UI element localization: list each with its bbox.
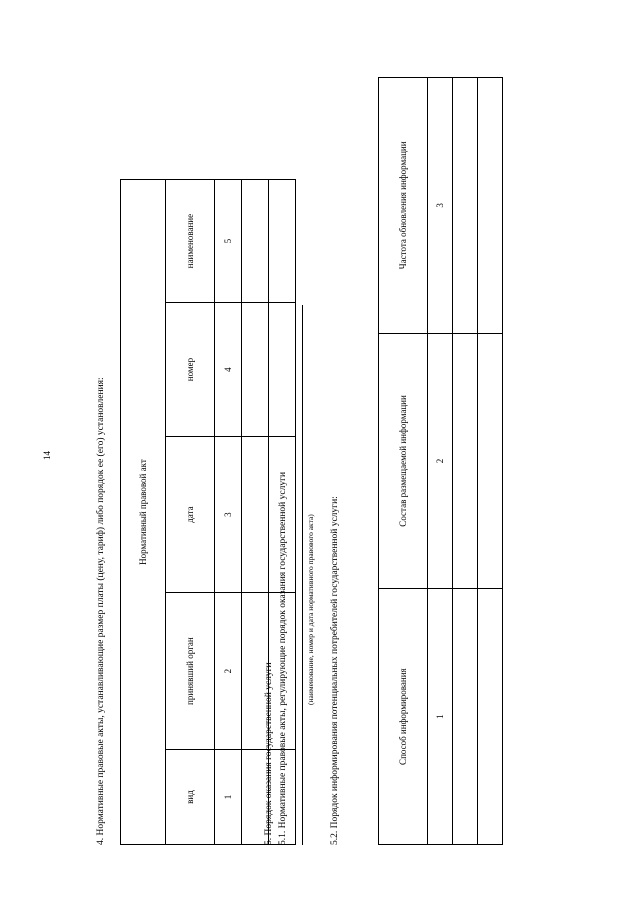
- col-number: 4: [215, 303, 242, 437]
- group-header: Нормативный правовой акт: [121, 180, 166, 845]
- col-number: 5: [215, 180, 242, 303]
- col-number: 2: [215, 593, 242, 750]
- section5-heading: 5. Порядок оказания государственной услуги: [264, 662, 274, 845]
- empty-cell: [453, 333, 478, 589]
- col-header-authority: принявший орган: [166, 593, 215, 750]
- empty-cell: [453, 589, 478, 845]
- col-number: 1: [428, 589, 453, 845]
- fill-in-line: [302, 305, 303, 845]
- col-number: 3: [428, 78, 453, 334]
- empty-cell: [478, 589, 503, 845]
- page-number: 14: [42, 451, 52, 460]
- section51-text: 5.1. Нормативные правовые акты, регулирующие порядок оказания государственной услуги: [278, 471, 288, 845]
- empty-cell: [242, 180, 269, 303]
- fill-in-caption: (наименование, номер и дата нормативного правового акта): [306, 514, 315, 705]
- col-header-method: Способ информирования: [379, 589, 428, 845]
- section4-heading: 4. Нормативные правовые акты, устанавливающие размер платы (цену, тариф) либо порядок ее (его) установления:: [96, 377, 106, 845]
- col-header-type: вид: [166, 749, 215, 844]
- col-header-content: Состав размещаемой информации: [379, 333, 428, 589]
- empty-cell: [478, 78, 503, 334]
- empty-cell: [242, 436, 269, 592]
- empty-cell: [269, 180, 296, 303]
- col-header-date: дата: [166, 436, 215, 592]
- empty-cell: [453, 78, 478, 334]
- col-header-number: номер: [166, 303, 215, 437]
- empty-cell: [242, 303, 269, 437]
- col-header-title: наименование: [166, 180, 215, 303]
- informing-table: [378, 77, 503, 845]
- empty-cell: [269, 303, 296, 437]
- col-header-frequency: Частота обновления информации: [379, 78, 428, 334]
- col-number: 2: [428, 333, 453, 589]
- col-number: 3: [215, 436, 242, 592]
- col-number: 1: [215, 749, 242, 844]
- section52-heading: 5.2. Порядок информирования потенциальных потребителей государственной услуги:: [330, 496, 340, 845]
- empty-cell: [478, 333, 503, 589]
